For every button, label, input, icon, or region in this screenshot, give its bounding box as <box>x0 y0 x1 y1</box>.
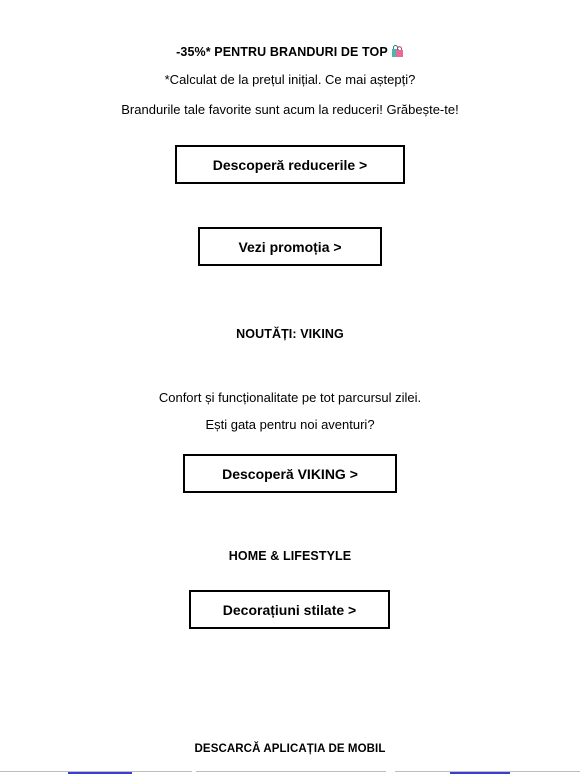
promo-text: Brandurile tale favorite sunt acum la reduceri! Grăbește-te! <box>121 102 459 117</box>
discover-viking-button[interactable] <box>183 454 397 493</box>
discover-viking-button-label: Descoperă VIKING > <box>222 465 358 482</box>
viking-heading: NOUTĂȚI: VIKING <box>236 327 344 341</box>
home-lifestyle-heading: HOME & LIFESTYLE <box>228 549 352 563</box>
stylish-decor-button-label: Decorațiuni stilate > <box>222 601 357 618</box>
app-store-badge[interactable] <box>0 771 192 775</box>
shopping-bags-icon <box>391 45 404 58</box>
discover-sales-button-label: Descoperă reducerile > <box>212 156 368 173</box>
promo-headline <box>0 45 580 59</box>
viking-line-1: Confort și funcționalitate pe tot parcursul zilei. <box>158 390 422 405</box>
promo-headline-text: -35%* PENTRU BRANDURI DE TOP <box>176 45 388 59</box>
viking-line-2: Ești gata pentru noi aventuri? <box>205 417 375 432</box>
google-play-badge[interactable] <box>196 771 386 775</box>
promo-note: *Calculat de la prețul inițial. Ce mai aștepți? <box>164 72 416 87</box>
discover-sales-button[interactable] <box>175 145 405 184</box>
view-promo-button[interactable] <box>198 227 382 266</box>
app-gallery-badge[interactable] <box>395 771 580 775</box>
download-app-heading: DESCARCĂ APLICAȚIA DE MOBIL <box>194 743 386 755</box>
stylish-decor-button[interactable] <box>189 590 390 629</box>
view-promo-button-label: Vezi promoția > <box>238 238 342 255</box>
